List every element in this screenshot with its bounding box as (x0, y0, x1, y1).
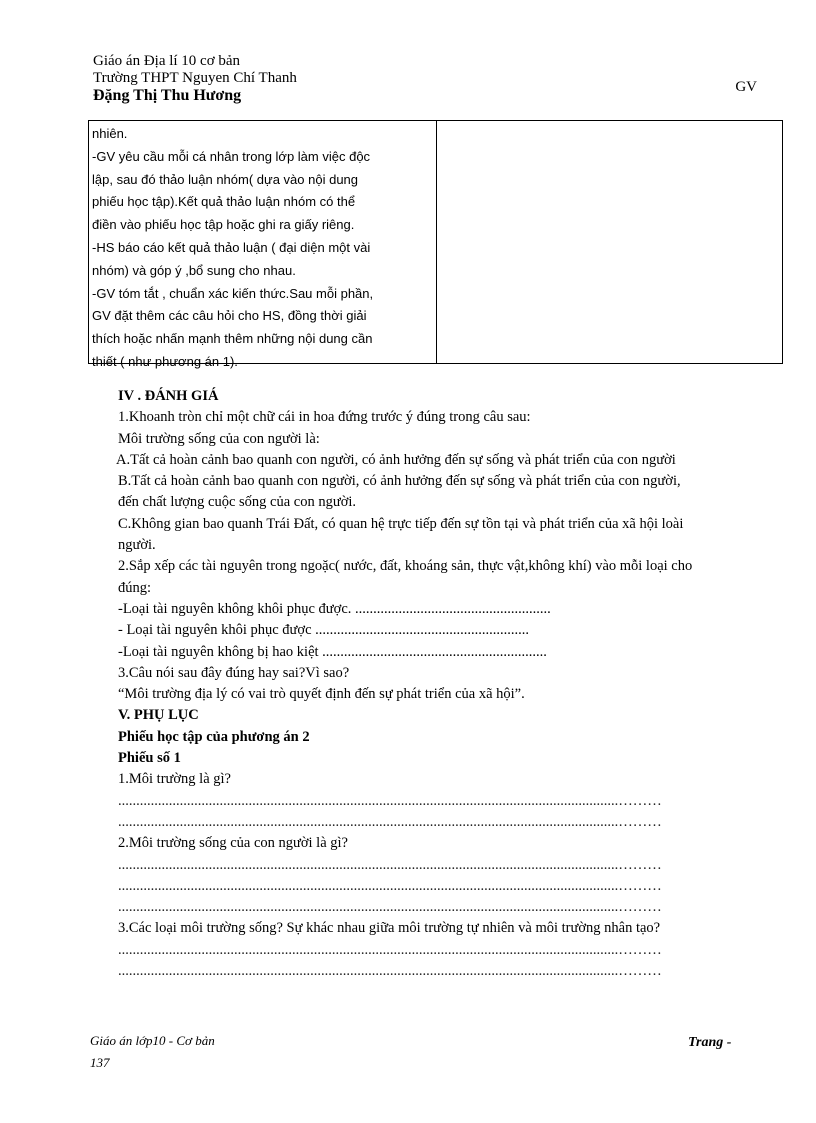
table-line: phiếu học tập).Kết quả thảo luận nhóm có thể (92, 194, 356, 210)
table-line: nhiên. (92, 126, 128, 141)
role-label: GV (735, 79, 757, 95)
appendix-heading: V. PHỤ LỤC (118, 707, 199, 724)
question-1: 1.Khoanh tròn chỉ một chữ cái in hoa đứng trước ý đúng trong câu sau: (118, 409, 531, 426)
table-line: -HS báo cáo kết quả thảo luận ( đại diện một vài (92, 239, 371, 255)
answer-line: ..........................................................................................................................................……… (118, 963, 662, 980)
question-1-stem: Môi trường sống của con người là: (118, 430, 320, 447)
option-c-line2: người. (118, 537, 156, 554)
table-line: -GV yêu cầu mỗi cá nhân trong lớp làm việc độc (92, 148, 371, 164)
answer-line: ..........................................................................................................................................……… (118, 792, 662, 809)
answer-line: ..........................................................................................................................................……… (118, 941, 662, 958)
question-3: 3.Câu nói sau đây đúng hay sai?Vì sao? (118, 664, 350, 681)
school-name: Trường THPT Nguyen Chí Thanh (93, 70, 297, 86)
document-body (118, 386, 778, 982)
footer-page-number: 137 (90, 1055, 110, 1070)
option-a: A.Tất cả hoàn cảnh bao quanh con người, có ảnh hưởng đến sự sống và phát triển của con người (116, 451, 676, 468)
course-title: Giáo án Địa lí 10 cơ bản (93, 53, 241, 69)
question-2-line1: 2.Sắp xếp các tài nguyên trong ngoặc( nước, đất, khoáng sản, thực vật,không khí) vào mỗi loại cho (118, 558, 693, 575)
answer-line: ..........................................................................................................................................……… (118, 877, 662, 894)
answer-line: ..........................................................................................................................................……… (118, 899, 662, 916)
footer-course: Giáo án lớp10 - Cơ bản (90, 1033, 215, 1048)
activity-table (88, 120, 783, 369)
page-header (93, 53, 763, 104)
table-line: thiết ( như phương án 1). (92, 353, 238, 369)
answer-line: ..........................................................................................................................................……… (118, 856, 662, 873)
evaluation-heading: IV . ĐÁNH GIÁ (118, 388, 219, 404)
question-2-line2: đúng: (118, 579, 152, 596)
table-line: điền vào phiếu học tập hoặc ghi ra giấy riêng. (92, 217, 355, 233)
worksheet-title: Phiếu học tập của phương án 2 (118, 728, 310, 745)
question-2-item3: -Loại tài nguyên không bị hao kiệt .............................................................. (118, 643, 547, 660)
activity-column-right (437, 121, 784, 363)
page-footer (90, 1030, 215, 1074)
footer-page-label: Trang - (688, 1035, 732, 1050)
option-c-line1: C.Không gian bao quanh Trái Đất, có quan hệ trực tiếp đến sự tồn tại và phát triển của xã hội loài (118, 515, 684, 532)
table-line: lập, sau đó thảo luận nhóm( dựa vào nội dung (92, 171, 359, 187)
activity-column-left (89, 121, 437, 369)
question-2-item2: - Loại tài nguyên khôi phục được ........................................................... (118, 622, 530, 639)
table-line: nhóm) và góp ý ,bổ sung cho nhau. (92, 262, 296, 278)
answer-line: ..........................................................................................................................................……… (118, 813, 662, 830)
table-line: -GV tóm tắt , chuẩn xác kiến thức.Sau mỗi phần, (92, 285, 374, 301)
question-3-quote: “Môi trường địa lý có vai trò quyết định đến sự phát triển của xã hội”. (118, 686, 525, 703)
question-2-item1: -Loại tài nguyên không khôi phục được. ...................................................... (118, 600, 551, 617)
author-name: Đặng Thị Thu Hương (93, 87, 242, 104)
table-line: GV đặt thêm các câu hỏi cho HS, đồng thời giải (92, 308, 367, 324)
table-line: thích hoặc nhấn mạnh thêm những nội dung cần (92, 331, 373, 347)
worksheet-number: Phiếu số 1 (118, 750, 181, 767)
option-b-line1: B.Tất cả hoàn cảnh bao quanh con người, có ảnh hưởng đến sự sống và phát triển của con người, (118, 473, 681, 490)
worksheet-question-1: 1.Môi trường là gì? (118, 771, 231, 788)
worksheet-question-3: 3.Các loại môi trường sống? Sự khác nhau giữa môi trường tự nhiên và môi trường nhân tạo? (118, 920, 661, 937)
option-b-line2: đến chất lượng cuộc sống của con người. (118, 494, 357, 511)
worksheet-question-2: 2.Môi trường sống của con người là gì? (118, 835, 348, 852)
